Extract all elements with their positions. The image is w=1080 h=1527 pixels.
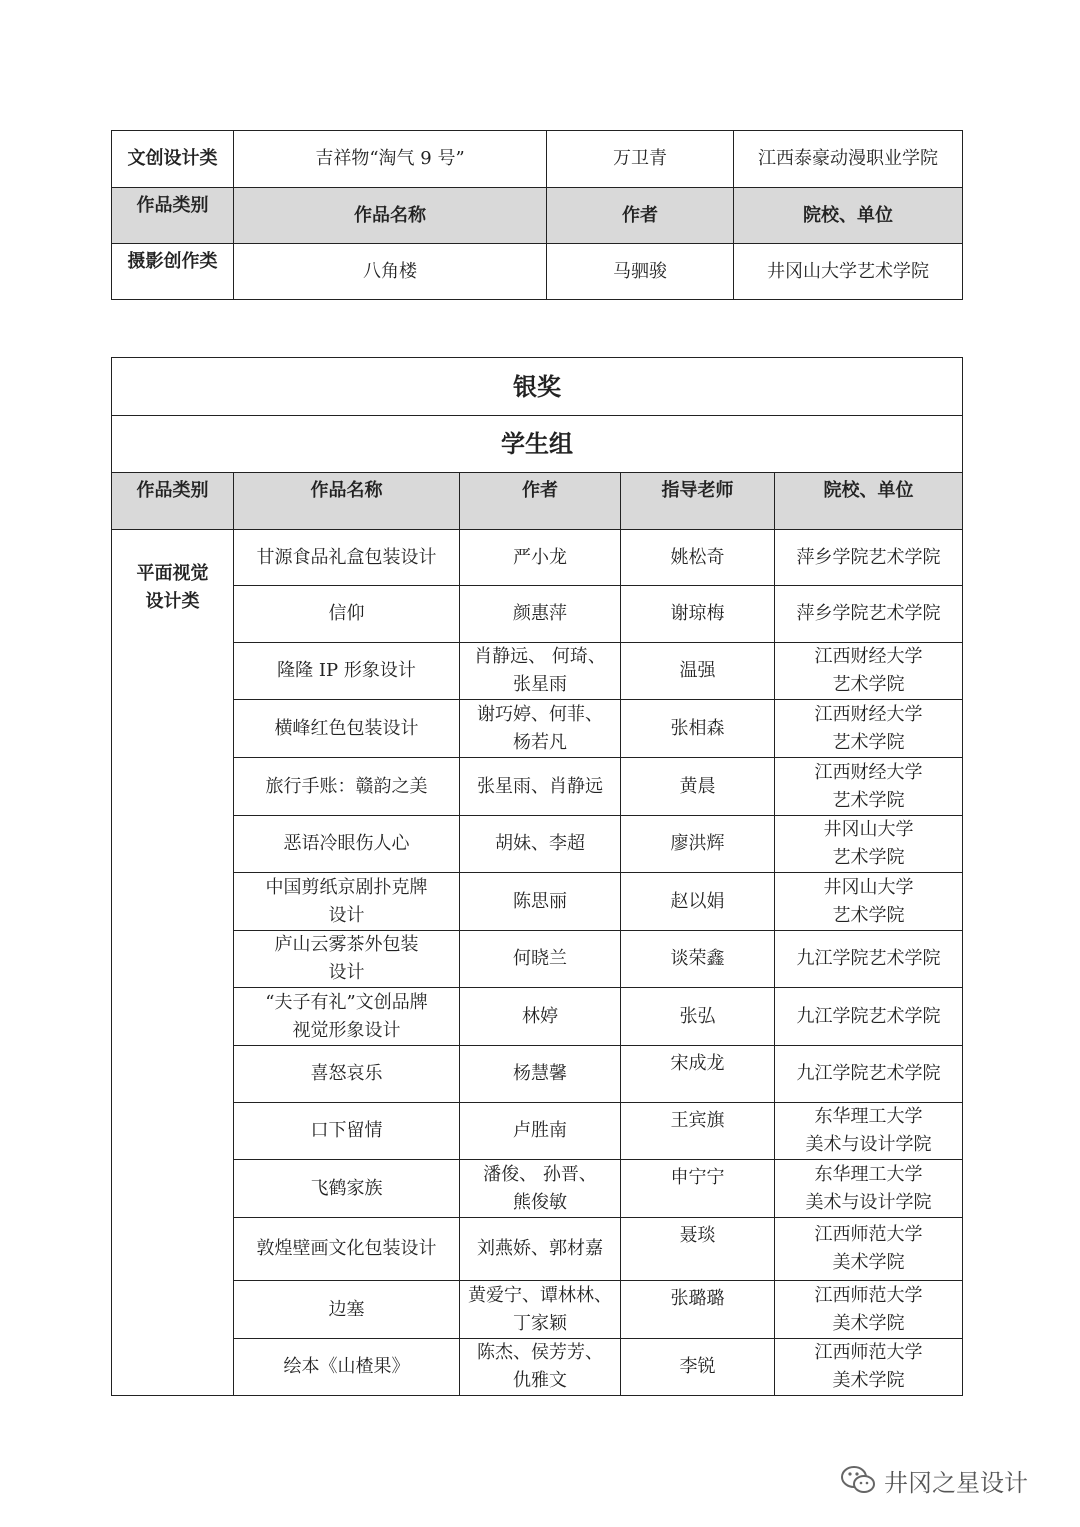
work-name-cell [234,1218,460,1281]
author-cell [460,988,621,1046]
award-title: 银奖 [112,358,963,416]
author-cell [460,700,621,758]
author-cell [460,1339,621,1396]
school-cell-line: 东华理工大学 [814,1106,923,1127]
category-cell [112,530,234,1396]
header-row [112,473,963,530]
author-cell-line: 胡妹、李超 [495,833,585,854]
school-cell-line: 井冈山大学 [823,819,914,840]
teacher-cell: 谈荣鑫 [621,931,775,988]
table-row [112,700,963,758]
header-school: 院校、单位 [734,188,963,244]
work-name-cell-line: 设计 [328,962,365,983]
school-cell [775,530,963,586]
teacher-cell: 张弘 [621,988,775,1046]
author-cell-line: 卢胜南 [513,1120,567,1141]
author-cell [460,643,621,700]
school-cell-line: 九江学院艺术学院 [796,1063,941,1084]
school-cell-line: 美术学院 [832,1252,905,1273]
school-cell-line: 萍乡学院艺术学院 [796,546,941,568]
work-name-cell-line: 设计 [328,904,365,926]
school-cell: 江西泰豪动漫职业学院 [734,131,963,188]
header-work-name: 作品名称 [234,188,547,244]
table-row [112,931,963,988]
header-category: 作品类别 [112,188,234,244]
work-name-cell-line: 喜怒哀乐 [310,1063,383,1084]
header-author: 作者 [547,188,734,244]
work-name-cell [234,1103,460,1160]
table-row [112,530,963,586]
school-cell-line: 九江学院艺术学院 [796,1005,941,1027]
teacher-cell: 申宁宁 [621,1160,775,1218]
table-row [112,244,963,300]
author-cell-line: 颜惠萍 [513,603,567,624]
header-work-name: 作品名称 [234,473,460,530]
author-cell [460,816,621,873]
work-name-cell [234,643,460,700]
teacher-cell: 聂琰 [621,1218,775,1281]
category-line: 设计类 [145,591,200,612]
author-cell-line: 何晓兰 [513,948,567,969]
school-cell-line: 艺术学院 [832,731,905,753]
work-name-cell [234,1046,460,1103]
school-cell-line: 井冈山大学 [823,876,914,898]
work-name-cell-line: 横峰红色包装设计 [274,717,419,739]
school-cell [775,700,963,758]
group-title: 学生组 [112,416,963,473]
school-cell [775,1339,963,1396]
table-row [112,1046,963,1103]
school-cell [775,816,963,873]
school-cell [775,873,963,931]
author-cell-line: 肖静远、 何琦、 [474,646,606,667]
table-row [112,1103,963,1160]
header-row [112,188,963,244]
work-name-cell-line: 飞鹤家族 [310,1177,383,1199]
work-name-cell: 吉祥物“淘气 9 号” [234,131,547,188]
teacher-cell: 王宾旗 [621,1103,775,1160]
author-cell [460,1160,621,1218]
school-cell-line: 美术与设计学院 [805,1191,932,1213]
author-cell-line: 杨慧馨 [513,1063,567,1084]
school-cell [775,1046,963,1103]
work-name-cell [234,1339,460,1396]
school-cell [775,988,963,1046]
school-cell-line: 江西财经大学 [814,703,923,725]
teacher-cell: 廖洪辉 [621,816,775,873]
school-cell [775,758,963,816]
school-cell-line: 江西师范大学 [814,1342,923,1363]
award-title-row [112,358,963,416]
work-name-cell [234,1281,460,1339]
school-cell [775,1160,963,1218]
work-name-cell-line: 绘本《山楂果》 [283,1356,410,1377]
school-cell-line: 江西师范大学 [814,1224,923,1245]
work-name-cell-line: 旅行手账：赣韵之美 [265,775,428,797]
watermark [840,1460,1028,1500]
teacher-cell: 黄晨 [621,758,775,816]
author-cell-line: 黄爱宁、谭林林、 [468,1284,612,1306]
author-cell-line: 严小龙 [513,546,567,568]
author-cell-line: 张星雨 [513,674,567,695]
category-cell: 文创设计类 [112,131,234,188]
school-cell-line: 美术学院 [832,1370,905,1391]
table-row [112,873,963,931]
teacher-cell: 李锐 [621,1339,775,1396]
author-cell-line: 陈思丽 [513,890,567,912]
author-cell: 马驷骏 [547,244,734,300]
author-cell-line: 仇雅文 [513,1370,567,1391]
school-cell: 井冈山大学艺术学院 [734,244,963,300]
author-cell [460,586,621,643]
table-row [112,131,963,188]
school-cell-line: 九江学院艺术学院 [796,948,941,969]
school-cell-line: 东华理工大学 [814,1163,923,1185]
school-cell-line: 江西师范大学 [814,1284,923,1306]
teacher-cell: 姚松奇 [621,530,775,586]
author-cell-line: 谢巧婷、何菲、 [477,703,603,725]
author-cell-line: 刘燕娇、郭材嘉 [477,1238,603,1259]
school-cell [775,1281,963,1339]
work-name-cell-line: 庐山云雾茶外包装 [274,934,419,955]
school-cell-line: 美术学院 [832,1312,905,1334]
work-name-cell-line: 中国剪纸京剧扑克牌 [265,876,428,898]
work-name-cell-line: 甘源食品礼盒包装设计 [256,546,437,568]
header-school: 院校、单位 [775,473,963,530]
author-cell [460,1281,621,1339]
work-name-cell-line: 口下留情 [310,1120,383,1141]
work-name-cell-line: 边塞 [328,1298,365,1320]
work-name-cell-line: 视觉形象设计 [292,1019,401,1041]
school-cell-line: 美术与设计学院 [805,1134,932,1155]
group-title-row [112,416,963,473]
work-name-cell [234,530,460,586]
work-name-cell-line: 隆隆 IP 形象设计 [277,660,416,681]
teacher-cell: 宋成龙 [621,1046,775,1103]
author-cell [460,1103,621,1160]
author-cell-line: 潘俊、 孙晋、 [483,1163,597,1185]
author-cell [460,931,621,988]
school-cell [775,931,963,988]
author-cell [460,873,621,931]
school-cell-line: 艺术学院 [832,674,905,695]
school-cell [775,1103,963,1160]
table-row [112,643,963,700]
author-cell [460,1046,621,1103]
header-author: 作者 [460,473,621,530]
header-teacher: 指导老师 [621,473,775,530]
author-cell-line: 林婷 [522,1005,558,1027]
author-cell-line: 杨若凡 [513,731,567,753]
work-name-cell-line: 恶语冷眼伤人心 [283,833,410,854]
table-row [112,816,963,873]
teacher-cell: 张璐璐 [621,1281,775,1339]
table-row [112,1281,963,1339]
author-cell [460,530,621,586]
work-name-cell [234,1160,460,1218]
teacher-cell: 谢琼梅 [621,586,775,643]
school-cell-line: 江西财经大学 [814,761,923,783]
work-name-cell [234,586,460,643]
school-cell [775,1218,963,1281]
author-cell-line: 陈杰、侯芳芳、 [477,1342,603,1363]
author-cell: 万卫青 [547,131,734,188]
table-row [112,1339,963,1396]
work-name-cell: 八角楼 [234,244,547,300]
header-category: 作品类别 [112,473,234,530]
work-name-cell-line: 敦煌壁画文化包装设计 [256,1238,437,1259]
work-name-cell [234,816,460,873]
author-cell [460,1218,621,1281]
school-cell-line: 萍乡学院艺术学院 [796,603,941,624]
wechat-icon [840,1464,876,1496]
work-name-cell-line: 信仰 [328,603,365,624]
table-row [112,1160,963,1218]
teacher-cell: 张相森 [621,700,775,758]
school-cell-line: 艺术学院 [832,904,905,926]
author-cell-line: 张星雨、肖静远 [477,775,603,797]
teacher-cell: 赵以娟 [621,873,775,931]
table-row [112,1218,963,1281]
school-cell-line: 艺术学院 [832,789,905,811]
work-name-cell [234,758,460,816]
teacher-cell: 温强 [621,643,775,700]
category-cell: 摄影创作类 [112,244,234,300]
school-cell-line: 艺术学院 [832,847,905,868]
work-name-cell [234,931,460,988]
table-row [112,988,963,1046]
work-name-cell-line: “夫子有礼”文创品牌 [265,991,428,1013]
watermark-text: 井冈之星设计 [884,1468,1028,1497]
author-cell [460,758,621,816]
awards-table-top [111,130,963,300]
author-cell-line: 丁家颖 [513,1312,567,1334]
work-name-cell [234,873,460,931]
category-line: 平面视觉 [136,563,209,584]
work-name-cell [234,700,460,758]
school-cell [775,586,963,643]
silver-award-table [111,357,963,1396]
work-name-cell [234,988,460,1046]
table-row [112,758,963,816]
author-cell-line: 熊俊敏 [513,1191,567,1213]
school-cell [775,643,963,700]
table-row [112,586,963,643]
school-cell-line: 江西财经大学 [814,646,923,667]
